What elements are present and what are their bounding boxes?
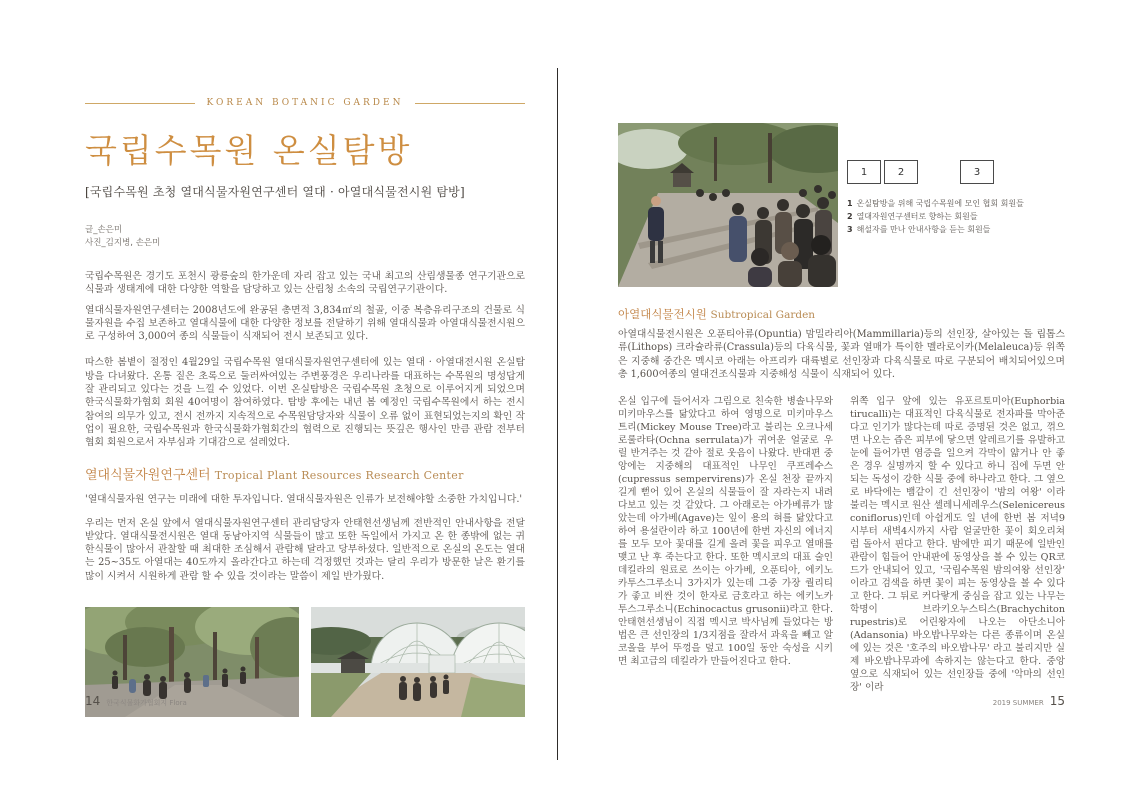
caption-text: 열대자원연구센터로 향하는 회원들 [856, 212, 978, 221]
paragraph: 국립수목원은 경기도 포천시 광릉숲의 한가운데 자리 잡고 있는 국내 최고의 산림생물종 연구기관으로 식물과 생태계에 대한 다양한 역할을 담당하고 있는 산림청 소속의 국립연구기관이다. [85, 271, 525, 296]
section-quote: '열대식물자원 연구는 미래에 대한 투자입니다. 열대식물자원은 인류가 보전해야할 소중한 가치입니다.' [85, 493, 523, 505]
caption-number-boxes [847, 160, 1065, 184]
center-page-divider [557, 68, 558, 760]
caption-box-2: 2 [884, 160, 918, 184]
section-header-tropical [85, 464, 525, 483]
page-number-right: 15 [1049, 694, 1065, 708]
caption-line [847, 223, 1065, 236]
column-left: 온실 입구에 들어서자 그림으로 친숙한 병솔나무와 미키마우스를 닮았다고 하여 영명으로 미키마우스트리(Mickey Mouse Tree)라고 불리는 오크나세로룰라타(Ochna serrulata)가 귀여운 얼굴로 우릴 반겨주는 것 같아 절로 웃음이 나왔다. 반대편 중앙에는 지중해의 대표적인 나무인 쿠프레수스(cupressus sempervirens)가 온실 천장 끝까지 길게 뻗어 있어 온실의 식물들이 잘 자라는지 내려다보고 있는 것 같았다. 그 아래로는 아가베류가 많았는데 아가베(Agave)는 잎이 용의 혀를 닮았다고 하여 용설란이라 하고 100년에 한번 자신의 에너지를 모두 모아 꽃대를 길게 올려 꽃을 피우고 열매를 맺고 난 후 죽는다고 한다. 또한 멕시코의 대표 술인 데킬라의 원료로 쓰이는 아가베, 오푼티아, 에키노카투스그루소니 3가지가 있는데 그중 가장 퀄리티가 좋고 비싼 것이 한자로 금호라고 하는 에키노카투스그루소니(Echinocactus grusonii)라고 한다. 안태현선생님이 직접 멕시코 박사님께 들었다는 방법은 큰 선인장의 1/3지점을 잘라서 과육을 빼고 알코올을 부어 뚜껑을 덮고 100일 동안 숙성을 시키면 최고급의 데킬라가 만들어진다고 한다. [618, 396, 833, 668]
footer-label-left: 한국식물화가협회지 Flora [106, 699, 187, 707]
photo-caption-legend [847, 160, 1065, 236]
caption-box-1: 1 [847, 160, 881, 184]
section-header-subtropical [618, 306, 1065, 322]
section-intro: 아열대식물전시원은 오푼티아류(Opuntia) 맘밀라리아(Mammillaria)등의 선인장, 살아있는 돌 립톱스류(Lithops) 크라슐라류(Crassula)등의 다육식물, 꽃과 열매가 특이한 멜라로이카(Melaleuca)등 위쪽은 지중해 중간은 멕시코 아래는 아프리카 대륙별로 선인장과 다육식물로 따로 구분되어 배치되어있으며 총 1,600여종의 열대건조식물과 지중해성 식물이 식재되어 있다. [618, 329, 1065, 380]
paragraph: 따스한 봄볕이 절정인 4월29일 국립수목원 열대식물자원연구센터에 있는 열대 · 아열대전시원 온실탐방을 다녀왔다. 온통 짙은 초록으로 둘러싸여있는 주변풍경은 우리나라를 대표하는 수목원의 명성답게 잘 관리되고 있다는 것을 느낄 수 있었다. 이번 온실탐방은 국립수목원 초청으로 이루어지게 되었으며 한국식물화가협회 회원 40여명이 참여하였다. 탐방 후에는 내년 봄 예정인 국립수목원에서 하는 전시 참여의 의무가 있고, 전시 전까지 지속적으로 수목원담당자와 식물이 오류 없이 표현되었는지의 확인 작업이 필요한, 국립수목원과 한국식물화가협회간의 협력으로 진행되는 뜻깊은 행사인 만큼 관람 전부터 협회 회원으로서 자부심과 기대감으로 설레었다. [85, 357, 525, 449]
caption-number: 2 [847, 212, 853, 221]
caption-list [847, 197, 1065, 236]
subtropical-section [618, 306, 1065, 694]
caption-line [847, 210, 1065, 223]
page-header [85, 98, 525, 108]
article-subtitle: [국립수목원 초청 열대식물자원연구센터 열대 · 아열대식물전시원 탐방] [85, 185, 465, 199]
section-title-en: Subtropical Garden [710, 309, 816, 321]
column-right: 위쪽 입구 앞에 있는 유포르토미아(Euphorbia tirucalli)는 대표적인 다육식물로 전자파를 막아준다고 인기가 많다는데 따로 증명된 것은 없고, 꺾으면 나오는 즙은 피부에 닿으면 알레르기를 유발하고 눈에 들어가면 염증을 일으켜 각막이 얇거나 안 좋은 경우 실명까지 할 수 있다고 하니 집에 두면 안 되는 독성이 강한 식물 중에 하나라고 한다. 그 옆으로 바닥에는 뱀같이 긴 선인장이 '밤의 여왕' 이라 불리는 멕시코 원산 셀레니세레우스(Selenicereus coniflorus)인데 아쉽게도 일 년에 한번 봄 저녁9시부터 새벽4시까지 사람 얼굴만한 꽃이 회오리쳐럼 돌아서 핀다고 한다. 밤에만 피기 때문에 일반인 관람이 힘들어 안내판에 동영상을 볼 수 있는 QR코드가 안내되어 있고, '국립수목원 밤의여왕 선인장' 이라고 검색을 하면 꽃이 피는 동영상을 볼 수 있다고 한다. 그 뒤로 커다랗게 중심을 잡고 있는 나무는 학명이 브라키오누스티스(Brachychiton rupestris)로 어린왕자에 나오는 아단소니아(Adansonia) 바오밥나무와는 다른 종류이며 온실에 있는 것은 '호주의 바오밥나무' 라고 불리지만 실제 바오밥나무과에 속하지는 않는다고 한다. 중앙 옆으로 식재되어 있는 선인장들 중에 '악마의 선인장' 이라 [850, 396, 1065, 694]
paragraph: 열대식물자원연구센터는 2008년도에 완공된 총면적 3,834㎡의 철골, 이중 복층유리구조의 건물로 식물자원을 수집 보존하고 열대식물에 대한 다양한 정보를 전달하기 위해 열대식물과 아열대식물전시원으로 구성하여 3,000여 종의 식물들이 식재되어 전시 보존되고 있다. [85, 304, 525, 343]
byline [85, 224, 525, 250]
article-title: 국립수목원 온실탐방 [85, 131, 413, 170]
caption-number: 3 [847, 225, 853, 234]
section-title-ko: 아열대식물전시원 [618, 307, 707, 321]
greenhouse-domes-photo [311, 607, 525, 717]
right-page [618, 115, 1065, 715]
page-number-left: 14 [85, 694, 101, 708]
magazine-name-label: KOREAN BOTANIC GARDEN [206, 98, 404, 108]
caption-box-3: 3 [960, 160, 994, 184]
guide-briefing-photo [618, 123, 838, 287]
right-page-footer [618, 694, 1065, 708]
caption-number: 1 [847, 199, 853, 208]
byline-photographer: 사진_김지병, 손은미 [85, 238, 161, 248]
caption-text: 해설자를 만나 안내사항을 듣는 회원들 [856, 225, 991, 234]
two-column-text [618, 395, 1065, 694]
header-rule-right [415, 103, 525, 104]
header-rule-left [85, 103, 195, 104]
left-page-footer [85, 694, 187, 708]
left-page [85, 92, 525, 692]
caption-text: 온실탐방을 위해 국립수목원에 모인 협회 회원들 [856, 199, 1024, 208]
footer-label-right: 2019 SUMMER [992, 699, 1044, 707]
section-paragraph: 우리는 먼저 온실 앞에서 열대식물자원연구센터 관리담당자 안태현선생님께 전반적인 안내사항을 전달 받았다. 열대식물전시원은 열대 동남아지역 식물들이 많고 또한 독일에서 가지고 온 한 종밖에 없는 귀한식물이 많아서 관찰할 때 최대한 조심해서 관람해 달라고 당부하셨다. 일반적으로 온실의 온도는 열대는 25~35도 아열대는 40도까지 올라간다고 하는데 걱정했던 것과는 달리 우리가 방문한 날은 환기를 많이 시켜서 시원하게 관람 할 수 있을 것이라는 말씀이 제일 반가웠다. [85, 517, 525, 582]
section-title-en: Tropical Plant Resources Research Center [214, 468, 464, 482]
caption-line [847, 197, 1065, 210]
byline-writer: 글_손은미 [85, 225, 123, 235]
intro-paragraphs [85, 270, 525, 450]
section-title-ko: 열대식물자원연구센터 [85, 467, 211, 483]
